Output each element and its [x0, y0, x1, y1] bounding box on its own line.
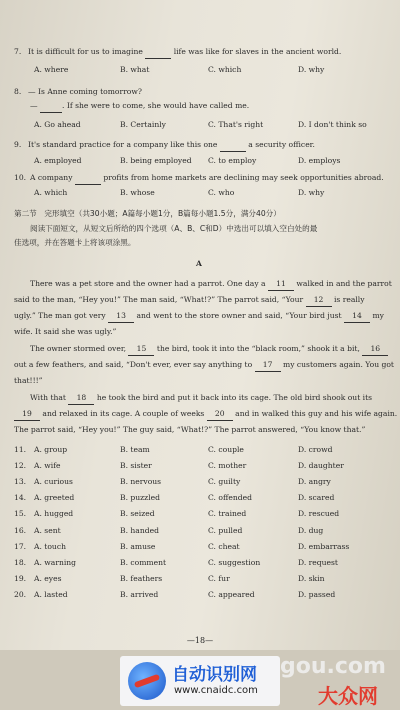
option-a: A. curious [34, 477, 73, 487]
option-d: D. daughter [298, 461, 344, 471]
option-d: D. request [298, 557, 338, 567]
option-a: A. greeted [34, 493, 75, 503]
option-d: D. dug [298, 525, 324, 535]
question-7 [0, 46, 400, 58]
watermark-url: www.cnaidc.com [174, 685, 258, 696]
option-a: A. employed [34, 156, 82, 165]
option-c: C. to employ [208, 156, 257, 165]
answer-number: 19. [14, 573, 27, 583]
option-c: C. offended [208, 493, 252, 503]
option-b: B. Certainly [120, 120, 166, 129]
passage-line: With that 18 he took the bird and put it back into its cage. The old bird shook out its [0, 392, 400, 404]
option-a: A. sent [34, 525, 61, 535]
option-b: B. being employed [120, 156, 192, 165]
answer-row [0, 541, 400, 553]
question-stem: It's standard practice for a company like this one a security officer. [28, 139, 315, 152]
option-c: C. which [208, 65, 242, 74]
passage-line: 19 and relaxed in its cage. A couple of weeks 20 and in walked this guy and his wife again. [0, 408, 400, 420]
option-a: A. touch [34, 541, 66, 551]
option-a: A. warning [34, 557, 77, 567]
option-a: A. lasted [34, 589, 68, 599]
answer-number: 18. [14, 557, 27, 567]
option-c: C. mother [208, 461, 247, 471]
answer-row [0, 492, 400, 504]
passage-line: The parrot said, “Hey you!” The guy said, “What!?” The parrot answered, “You know that.” [14, 425, 366, 434]
option-d: D. rescued [298, 509, 340, 519]
brand-mark-text: 大众网 [318, 684, 378, 708]
blank-13: 13 [108, 310, 134, 323]
option-b: B. amuse [120, 541, 156, 551]
option-c: C. appeared [208, 589, 255, 599]
question-7-options [0, 64, 400, 76]
passage-line: The owner stormed over, 15 the bird, took it into the “black room,” shook it a bit, 16 [0, 343, 400, 355]
option-c: C. pulled [208, 525, 243, 535]
answer-number: 12. [14, 461, 27, 471]
brand-mark [318, 678, 388, 706]
answer-row [0, 460, 400, 472]
option-c: C. guilty [208, 477, 241, 487]
option-b: B. comment [120, 557, 167, 567]
option-c: C. who [208, 188, 235, 197]
option-c: C. suggestion [208, 557, 261, 567]
answer-number: 20. [14, 589, 27, 599]
answer-number: 15. [14, 509, 27, 519]
option-d: D. skin [298, 573, 325, 583]
blank-18: 18 [68, 392, 94, 405]
option-d: D. why [298, 65, 325, 74]
option-c: C. cheat [208, 541, 240, 551]
option-b: B. handed [120, 525, 159, 535]
answer-number: 14. [14, 493, 27, 503]
question-9-options [0, 155, 400, 167]
passage-line: that!!!” [14, 376, 43, 385]
option-d: D. crowd [298, 445, 333, 454]
passage-label: A [196, 259, 202, 268]
passage-line: There was a pet store and the owner had a parrot. One day a 11 walked in and the parrot [0, 278, 400, 290]
option-c: C. couple [208, 445, 244, 454]
passage-line: ugly.” The man got very 13 and went to the store owner and said, “Your bird just 14 my [0, 310, 400, 322]
question-8-reply [0, 100, 400, 112]
answer-row [0, 444, 400, 456]
option-d: D. scared [298, 493, 335, 503]
blank-11: 11 [268, 278, 294, 291]
section-instruction: 阅读下面短文，从短文后所给的四个选项（A、B、C和D）中选出可以填入空白处的最 [30, 224, 318, 233]
option-b: B. feathers [120, 573, 163, 583]
answer-number: 17. [14, 541, 27, 551]
question-reply: — . If she were to come, she would have called me. [30, 100, 249, 113]
option-a: A. eyes [34, 573, 62, 583]
blank-15: 15 [128, 343, 154, 356]
blank-20: 20 [207, 408, 233, 421]
option-a: A. wife [34, 461, 61, 471]
question-stem: It is difficult for us to imagine life was like for slaves in the ancient world. [28, 46, 341, 59]
option-d: D. angry [298, 477, 331, 487]
option-b: B. team [120, 445, 150, 454]
passage-line: out a few feathers, and said, “Don't ever, ever say anything to 17 my customers again. You got [0, 359, 400, 371]
question-10-options [0, 187, 400, 199]
page-number: —18— [186, 636, 214, 645]
option-d: D. passed [298, 589, 336, 599]
question-9 [0, 139, 400, 151]
option-a: A. hugged [34, 509, 74, 519]
section-instruction-2: 佳选项，并在答题卡上将该项涂黑。 [14, 238, 136, 247]
option-a: A. Go ahead [34, 120, 81, 129]
option-c: C. fur [208, 573, 230, 583]
question-number: 7. [14, 47, 22, 56]
blank-14: 14 [344, 310, 370, 323]
question-number: 10. [14, 173, 27, 182]
answer-row [0, 557, 400, 569]
section-heading: 第二节 完形填空（共30小题；A篇每小题1分，B篇每小题1.5分，满分40分） [14, 209, 281, 218]
question-8 [0, 86, 400, 98]
answer-number: 13. [14, 477, 27, 487]
globe-icon [128, 662, 166, 700]
watermark-logo [120, 656, 280, 706]
option-c: C. trained [208, 509, 247, 519]
answer-row [0, 525, 400, 537]
option-d: D. why [298, 188, 325, 197]
option-b: B. seized [120, 509, 155, 519]
question-10 [0, 172, 400, 184]
watermark-title: 自动识别网 [172, 665, 257, 685]
question-number: 8. [14, 87, 22, 96]
option-b: B. sister [120, 461, 152, 471]
blank-16: 16 [362, 343, 388, 356]
passage-line: wife. It said she was ugly.” [14, 327, 117, 336]
option-b: B. nervous [120, 477, 162, 487]
question-stem: A company profits from home markets are declining may seek opportunities abroad. [30, 172, 384, 185]
blank-19: 19 [14, 408, 40, 421]
answer-row [0, 573, 400, 585]
option-c: C. That's right [208, 120, 264, 129]
option-b: B. what [120, 65, 150, 74]
passage-line: said to the man, “Hey you!” The man said, “What!?” The parrot said, “Your 12 is really [0, 294, 400, 306]
answer-number: 16. [14, 525, 27, 535]
question-8-options [0, 119, 400, 131]
answer-row [0, 508, 400, 520]
option-a: A. which [34, 188, 68, 197]
option-d: D. embarrass [298, 541, 350, 551]
blank-17: 17 [255, 359, 281, 372]
option-d: D. employs [298, 156, 341, 165]
answer-row [0, 589, 400, 601]
answer-number: 11. [14, 445, 27, 454]
option-d: D. I don't think so [298, 120, 367, 129]
question-number: 9. [14, 140, 22, 149]
option-a: A. where [34, 65, 69, 74]
answer-row [0, 476, 400, 488]
watermark-overlay: gou.com [280, 654, 386, 679]
watermark-banner [0, 650, 400, 710]
blank-12: 12 [306, 294, 332, 307]
option-b: B. arrived [120, 589, 159, 599]
option-b: B. whose [120, 188, 155, 197]
option-b: B. puzzled [120, 493, 160, 503]
question-stem: — Is Anne coming tomorrow? [28, 87, 142, 96]
option-a: A. group [34, 445, 68, 454]
